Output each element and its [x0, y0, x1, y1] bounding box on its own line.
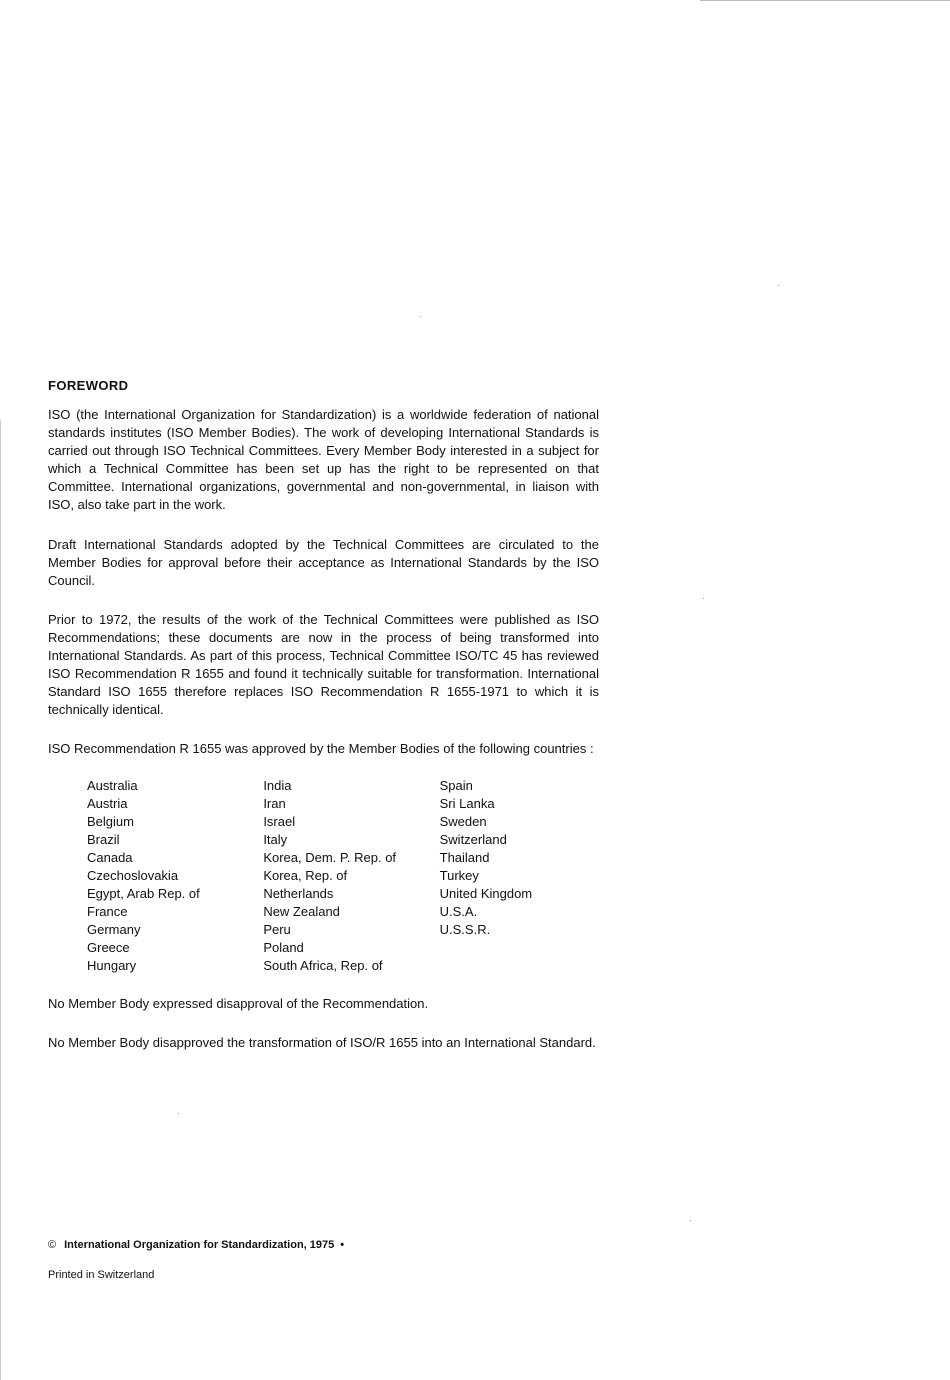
page-edge [0, 420, 1, 1380]
countries-column-1 [87, 777, 263, 976]
countries-list [87, 777, 599, 976]
scan-speck [703, 598, 704, 599]
paragraph-approval: ISO Recommendation R 1655 was approved by the Member Bodies of the following countries : [48, 741, 594, 757]
paragraph-transformation: Prior to 1972, the results of the work of the Technical Committees were published as ISO Recommendations; these documents are now in the process of being transformed into International Standards. As part of this process, Technical Committee ISO/TC 45 has reviewed ISO Recommendation R 1655 and found it technically suitable for transformation. International Standard ISO 1655 therefore replaces ISO Recommendation R 1655-1971 to which it is technically identical. [48, 611, 599, 718]
country-item: Switzerland [439, 831, 507, 847]
country-item: India [263, 777, 292, 793]
country-item: France [87, 904, 128, 920]
country-item: Egypt, Arab Rep. of [87, 886, 200, 902]
country-item: Israel [263, 813, 296, 829]
country-item: Korea, Dem. P. Rep. of [263, 849, 397, 865]
copyright-text: International Organization for Standardization, 1975 [64, 1239, 335, 1251]
country-item: Austria [87, 795, 128, 811]
country-item: Poland [263, 940, 304, 956]
countries-column-2 [263, 777, 439, 976]
country-item: South Africa, Rep. of [263, 958, 383, 974]
country-item: Greece [87, 940, 130, 956]
country-item: Iran [263, 795, 286, 811]
country-item: Spain [439, 777, 473, 793]
country-item: Canada [87, 849, 133, 865]
printed-in-note: Printed in Switzerland [48, 1269, 155, 1281]
country-item: Belgium [87, 813, 134, 829]
copyright-symbol: © [48, 1239, 57, 1251]
country-item: U.S.A. [439, 904, 478, 920]
top-rule [700, 0, 950, 1]
country-item: Sri Lanka [439, 795, 495, 811]
country-item: Korea, Rep. of [263, 867, 348, 883]
scan-speck [420, 316, 421, 317]
country-item: U.S.S.R. [439, 922, 491, 938]
country-item: New Zealand [263, 904, 340, 920]
copyright-line [48, 1238, 344, 1253]
country-item: Hungary [87, 958, 137, 974]
country-item: Australia [87, 777, 138, 793]
country-item: Brazil [87, 831, 120, 847]
paragraph-no-disapproval: No Member Body expressed disapproval of the Recommendation. [48, 995, 429, 1011]
country-item: United Kingdom [439, 886, 533, 902]
country-item: Italy [263, 831, 288, 847]
country-item: Thailand [439, 849, 490, 865]
country-item: Turkey [439, 867, 479, 883]
foreword-section [48, 377, 599, 1073]
country-item: Netherlands [263, 886, 334, 902]
country-item: Sweden [439, 813, 487, 829]
foreword-heading: FOREWORD [48, 378, 129, 393]
scan-speck [178, 1113, 179, 1114]
paragraph-draft-standards: Draft International Standards adopted by the Technical Committees are circulated to the Member Bodies for approval before their acceptance as International Standards by the ISO Council. [48, 536, 599, 588]
country-item: Peru [263, 922, 291, 938]
scan-speck [690, 1220, 691, 1221]
paragraph-transformation-approval: No Member Body disapproved the transformation of ISO/R 1655 into an International Standard. [48, 1034, 596, 1050]
country-item: Germany [87, 922, 141, 938]
scan-speck [778, 285, 779, 286]
paragraph-iso-intro: ISO (the International Organization for Standardization) is a worldwide federation of national standards institutes (ISO Member Bodies). The work of developing International Standards is carried out through ISO Technical Committees. Every Member Body interested in a subject for which a Technical Committee has been set up has the right to be represented on that Committee. International organizations, governmental and non-governmental, in liaison with ISO, also take part in the work. [48, 407, 599, 513]
countries-column-3 [440, 777, 599, 976]
bullet-mark: • [340, 1239, 345, 1251]
country-item: Czechoslovakia [87, 867, 179, 883]
